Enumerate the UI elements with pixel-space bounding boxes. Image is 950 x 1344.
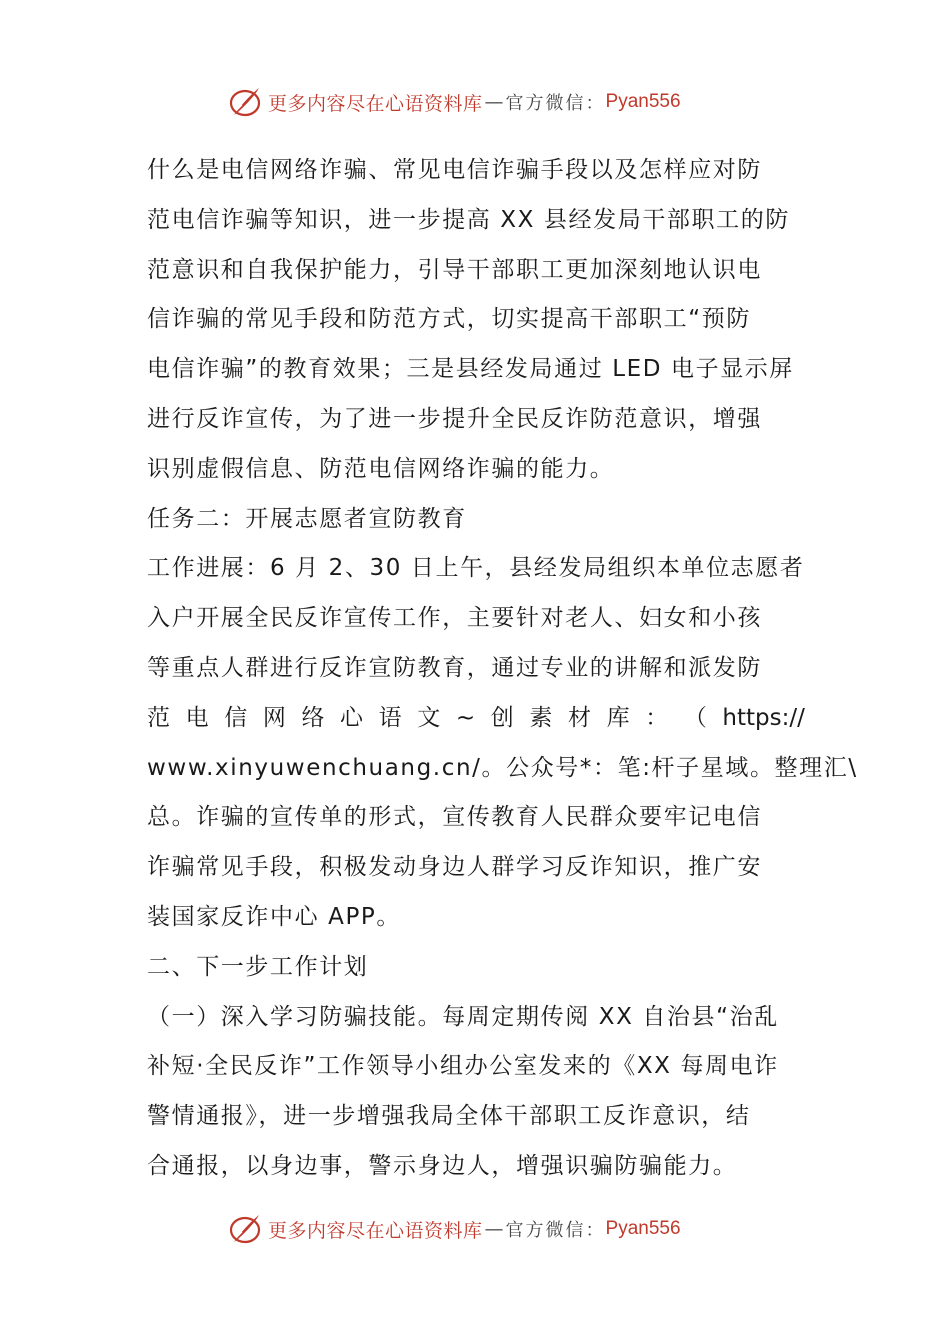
- footer-brand-text: 更多内容尽在心语资料库: [268, 1219, 483, 1242]
- paragraph-line: 信诈骗的常见手段和防范方式，切实提高干部职工“预防: [147, 306, 751, 333]
- paragraph-line: 识别虚假信息、防范电信网络诈骗的能力。: [147, 455, 615, 482]
- spaced-glyph: （: [683, 704, 707, 731]
- paragraph-line: 范意识和自我保护能力，引导干部职工更加深刻地认识电: [147, 256, 762, 283]
- spaced-justified-line: [147, 694, 805, 744]
- footer-contact-label: 官方微信：: [505, 1220, 606, 1241]
- paragraph-line: 诈骗常见手段，积极发动身边人群学习反诈知识，推广安: [147, 854, 762, 881]
- spaced-glyph: 电: [185, 704, 209, 731]
- header-wechat-id: Pyan556: [605, 91, 681, 112]
- spaced-glyph: 文: [417, 704, 441, 731]
- spaced-glyph: 络: [301, 704, 325, 731]
- paragraph-line: 装国家反诈中心 APP。: [147, 903, 401, 930]
- spaced-glyph: 网: [262, 704, 286, 731]
- spaced-glyph: 信: [224, 704, 248, 731]
- paragraph-line: 总。诈骗的宣传单的形式，宣传教育人民群众要牢记电信: [147, 804, 762, 831]
- quill-pen-logo-icon: [228, 1212, 262, 1246]
- paragraph-line: 工作进展：6 月 2、30 日上午，县经发局组织本单位志愿者: [147, 555, 805, 582]
- document-body: [147, 146, 858, 1192]
- spaced-glyph: 语: [378, 704, 402, 731]
- header-banner: [228, 82, 681, 122]
- paragraph-line: 进行反诈宣传，为了进一步提升全民反诈防范意识，增强: [147, 405, 762, 432]
- paragraph-line: （一）深入学习防骗技能。每周定期传阅 XX 自治县“治乱: [147, 1003, 779, 1030]
- paragraph-line: 电信诈骗”的教育效果；三是县经发局通过 LED 电子显示屏: [147, 356, 794, 383]
- spaced-glyph: 材: [567, 704, 591, 731]
- footer-banner: [228, 1209, 681, 1249]
- spaced-glyph: 库: [606, 704, 630, 731]
- paragraph-line: 警情通报》，进一步增强我局全体干部职工反诈意识，结: [147, 1103, 751, 1130]
- spaced-glyph: 范: [147, 704, 170, 731]
- spaced-glyph: 创: [490, 704, 514, 731]
- section-heading-next-plan: 二、下一步工作计划: [147, 953, 369, 980]
- url-fragment: https://: [722, 704, 805, 731]
- spaced-glyph: ：: [645, 704, 669, 731]
- paragraph-line: www.xinyuwenchuang.cn/。公众号*：笔:杆子星域。整理汇\: [147, 754, 858, 781]
- paragraph-line: 补短·全民反诈”工作领导小组办公室发来的《XX 每周电诈: [147, 1053, 779, 1080]
- header-separator: —: [484, 91, 504, 113]
- footer-wechat-id: Pyan556: [605, 1218, 681, 1239]
- paragraph-line: 什么是电信网络诈骗、常见电信诈骗手段以及怎样应对防: [147, 157, 762, 183]
- section-heading-task-two: 任务二：开展志愿者宣防教育: [147, 505, 467, 532]
- paragraph-line: 入户开展全民反诈宣传工作，主要针对老人、妇女和小孩: [147, 605, 762, 632]
- spaced-glyph: 心: [340, 704, 364, 731]
- paragraph-line: 范电信诈骗等知识，进一步提高 XX 县经发局干部职工的防: [147, 206, 790, 233]
- paragraph-line: 等重点人群进行反诈宣防教育，通过专业的讲解和派发防: [147, 654, 762, 681]
- footer-separator: —: [484, 1218, 504, 1240]
- header-contact-label: 官方微信：: [505, 93, 606, 114]
- spaced-glyph: 素: [529, 704, 553, 731]
- paragraph-line: 合通报，以身边事，警示身边人，增强识骗防骗能力。: [147, 1152, 738, 1179]
- header-brand-text: 更多内容尽在心语资料库: [268, 92, 483, 115]
- quill-pen-logo-icon: [228, 85, 262, 119]
- spaced-glyph: ~: [455, 704, 476, 731]
